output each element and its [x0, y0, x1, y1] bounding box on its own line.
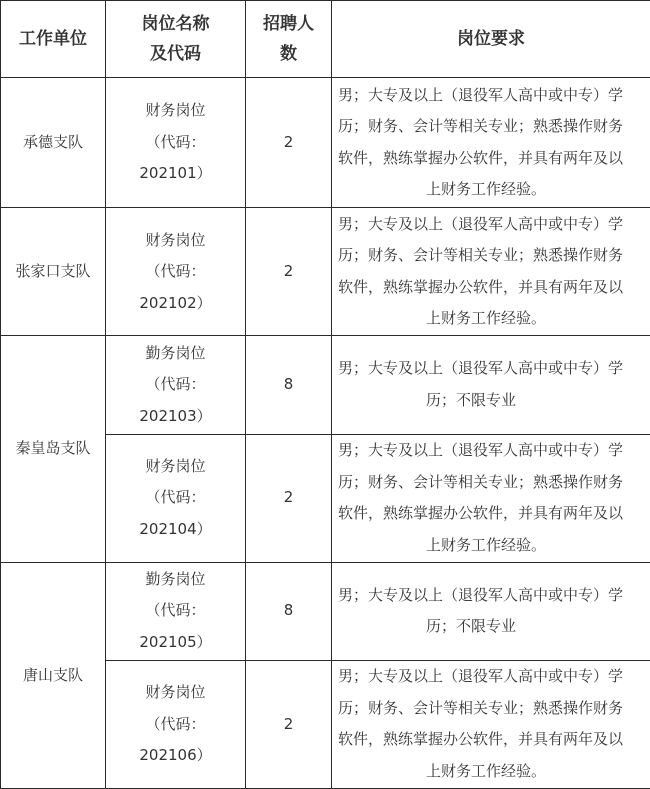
requirements-cell: [332, 562, 650, 660]
requirements-cell: [332, 208, 650, 336]
position-name: 财务岗位: [145, 456, 206, 475]
table-row: [1, 336, 650, 434]
count-cell: 8: [246, 336, 332, 434]
req-line: 男；大专及以上（退役军人高中或中专）学: [338, 585, 624, 604]
header-count-line2: 数: [280, 44, 297, 65]
table-row: [1, 562, 650, 660]
count-cell: 2: [246, 660, 332, 788]
req-line: 历；财务、会计等相关专业；熟悉操作财务: [338, 472, 624, 491]
req-line: 上财务工作经验。: [426, 180, 547, 199]
req-line: 男；大专及以上（退役军人高中或中专）学: [338, 85, 624, 104]
position-name: 财务岗位: [145, 230, 206, 249]
position-cell: [106, 660, 246, 788]
position-code: 202101）: [139, 164, 212, 183]
position-cell: [106, 434, 246, 562]
position-code: 202105）: [139, 632, 212, 651]
header-position-line2: 及代码: [150, 44, 201, 65]
req-line: 男；大专及以上（退役军人高中或中专）学: [338, 441, 624, 460]
position-cell: [106, 562, 246, 660]
header-unit: 工作单位: [1, 1, 106, 78]
position-code: 202103）: [139, 406, 212, 425]
position-name: 财务岗位: [145, 683, 206, 702]
req-line: 软件，熟练掌握办公软件，并具有两年及以: [338, 730, 624, 749]
position-name: 财务岗位: [145, 101, 206, 120]
req-line: 男；大专及以上（退役军人高中或中专）学: [338, 667, 624, 686]
position-code-label: （代码：: [145, 262, 206, 281]
req-line: 上财务工作经验。: [426, 535, 547, 554]
req-line: 软件，熟练掌握办公软件，并具有两年及以: [338, 504, 624, 523]
requirements-cell: [332, 78, 650, 208]
position-code-label: （代码：: [145, 375, 206, 394]
req-line: 上财务工作经验。: [426, 309, 547, 328]
position-code-label: （代码：: [145, 488, 206, 507]
header-count: [246, 1, 332, 78]
count-cell: 2: [246, 78, 332, 208]
table-row: [1, 78, 650, 208]
unit-cell: 张家口支队: [1, 208, 106, 336]
requirements-cell: [332, 336, 650, 434]
table-row: [1, 208, 650, 336]
position-code-label: （代码：: [145, 601, 206, 620]
req-line: 历；财务、会计等相关专业；熟悉操作财务: [338, 246, 624, 265]
unit-cell: 唐山支队: [1, 562, 106, 788]
unit-cell: 承德支队: [1, 78, 106, 208]
position-name: 勤务岗位: [145, 569, 206, 588]
position-code-label: （代码：: [145, 132, 206, 151]
count-cell: 2: [246, 208, 332, 336]
header-position: [106, 1, 246, 78]
position-name: 勤务岗位: [145, 343, 206, 362]
header-position-line1: 岗位名称: [141, 14, 210, 35]
req-line: 历；财务、会计等相关专业；熟悉操作财务: [338, 117, 624, 136]
requirements-cell: [332, 434, 650, 562]
req-line: 历；不限专业: [426, 617, 517, 636]
req-line: 软件，熟练掌握办公软件，并具有两年及以: [338, 277, 624, 296]
req-line: 男；大专及以上（退役军人高中或中专）学: [338, 359, 624, 378]
position-code: 202104）: [139, 519, 212, 538]
position-code: 202106）: [139, 746, 212, 765]
position-code-label: （代码：: [145, 714, 206, 733]
header-count-line1: 招聘人: [263, 14, 314, 35]
req-line: 上财务工作经验。: [426, 761, 547, 780]
position-code: 202102）: [139, 293, 212, 312]
position-cell: [106, 336, 246, 434]
requirements-cell: [332, 660, 650, 788]
position-cell: [106, 208, 246, 336]
position-cell: [106, 78, 246, 208]
req-line: 历；不限专业: [426, 390, 517, 409]
count-cell: 2: [246, 434, 332, 562]
count-cell: 8: [246, 562, 332, 660]
req-line: 软件，熟练掌握办公软件，并具有两年及以: [338, 148, 624, 167]
req-line: 历；财务、会计等相关专业；熟悉操作财务: [338, 698, 624, 717]
unit-cell: 秦皇岛支队: [1, 336, 106, 562]
header-row: [1, 1, 650, 78]
req-line: 男；大专及以上（退役军人高中或中专）学: [338, 214, 624, 233]
header-requirements: 岗位要求: [332, 1, 650, 78]
